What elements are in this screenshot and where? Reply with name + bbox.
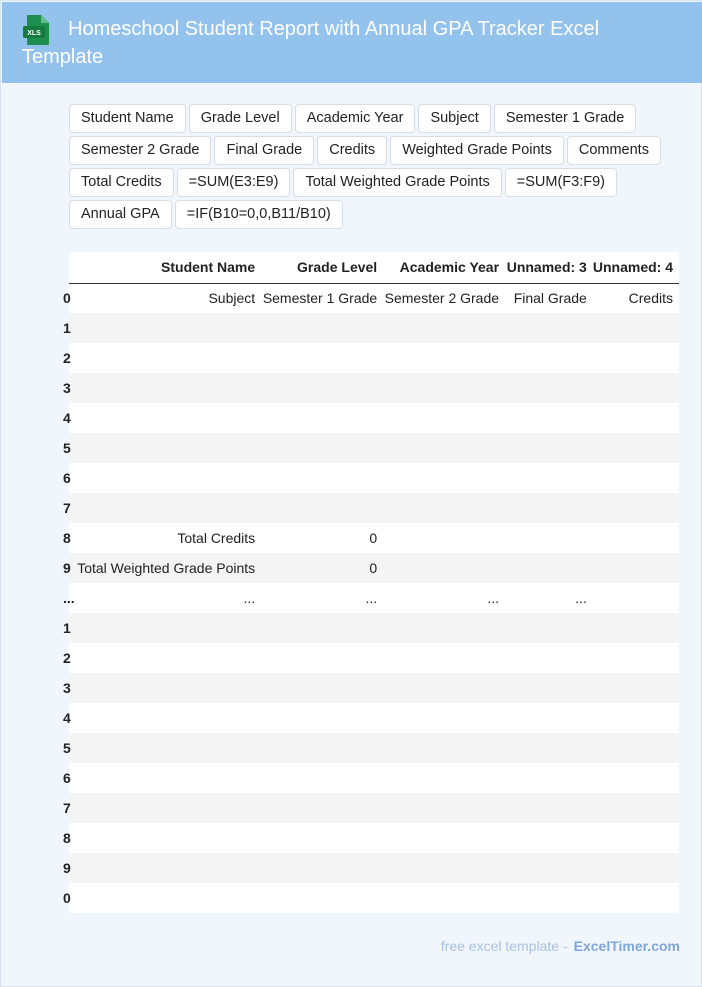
table-cell	[75, 433, 261, 463]
table-cell: Total Weighted Grade Points	[75, 553, 261, 583]
table-body	[63, 283, 679, 913]
table-cell	[593, 733, 679, 763]
table-cell	[383, 883, 505, 913]
table-cell	[383, 553, 505, 583]
table-cell	[383, 733, 505, 763]
column-header: Unnamed: 3	[505, 252, 593, 283]
table-cell	[593, 343, 679, 373]
table-cell	[505, 523, 593, 553]
column-header: Academic Year	[383, 252, 505, 283]
table-cell	[261, 733, 383, 763]
row-index-label: 8	[63, 830, 71, 846]
table-cell	[261, 823, 383, 853]
table-row	[69, 763, 679, 793]
table-cell	[383, 313, 505, 343]
table-cell	[593, 433, 679, 463]
data-table	[63, 252, 679, 913]
keyword-tag[interactable]: Total Weighted Grade Points	[293, 168, 501, 197]
table-cell	[593, 613, 679, 643]
table-cell	[505, 373, 593, 403]
keyword-tag-list	[69, 104, 669, 229]
table-cell	[593, 763, 679, 793]
row-index-label: 5	[63, 440, 71, 456]
table-cell	[261, 853, 383, 883]
table-row	[69, 673, 679, 703]
table-cell	[593, 883, 679, 913]
table-cell: Semester 1 Grade	[261, 283, 383, 313]
row-index-label: 6	[63, 470, 71, 486]
table-cell	[505, 403, 593, 433]
keyword-tag[interactable]: Final Grade	[214, 136, 314, 165]
table-row	[69, 613, 679, 643]
table-cell	[593, 493, 679, 523]
row-index-label: 3	[63, 380, 71, 396]
keyword-tag[interactable]: =SUM(E3:E9)	[177, 168, 291, 197]
table-cell	[383, 793, 505, 823]
keyword-tag[interactable]: Weighted Grade Points	[390, 136, 564, 165]
table-cell	[593, 583, 679, 613]
table-cell	[383, 673, 505, 703]
keyword-tag[interactable]: Semester 1 Grade	[494, 104, 636, 133]
column-header: Unnamed: 4	[593, 252, 679, 283]
table-cell	[261, 613, 383, 643]
table-cell	[593, 523, 679, 553]
keyword-tag[interactable]: Academic Year	[295, 104, 416, 133]
table-cell: 0	[261, 553, 383, 583]
column-header: Student Name	[75, 252, 261, 283]
table-cell: ...	[505, 583, 593, 613]
table-cell	[75, 343, 261, 373]
row-index-label: 9	[63, 560, 71, 576]
keyword-tag[interactable]: Semester 2 Grade	[69, 136, 211, 165]
keyword-tag[interactable]: Comments	[567, 136, 661, 165]
row-index-label: ...	[63, 590, 75, 606]
table-cell	[383, 823, 505, 853]
table-cell	[383, 433, 505, 463]
row-index-label: 2	[63, 650, 71, 666]
table-cell	[505, 613, 593, 643]
table-cell: Subject	[75, 283, 261, 313]
table-cell	[593, 373, 679, 403]
table-cell	[593, 553, 679, 583]
footer-text: free excel template -	[440, 938, 568, 954]
column-header: Grade Level	[261, 252, 383, 283]
table-cell	[261, 673, 383, 703]
table-cell	[505, 343, 593, 373]
table-cell	[75, 493, 261, 523]
table-row	[69, 553, 679, 583]
table-row	[69, 523, 679, 553]
table-cell	[505, 823, 593, 853]
table-cell	[383, 523, 505, 553]
table-cell	[261, 763, 383, 793]
table-cell	[593, 823, 679, 853]
table-row	[69, 793, 679, 823]
table-cell	[505, 673, 593, 703]
table-cell	[75, 463, 261, 493]
keyword-tag[interactable]: Annual GPA	[69, 200, 172, 229]
xls-icon-label: XLS	[27, 30, 41, 37]
table-cell: ...	[75, 583, 261, 613]
table-cell	[383, 703, 505, 733]
row-index-label: 7	[63, 500, 71, 516]
table-cell	[261, 493, 383, 523]
table-cell	[505, 793, 593, 823]
table-cell	[261, 403, 383, 433]
table-cell	[505, 433, 593, 463]
table-row	[69, 433, 679, 463]
table-cell: Semester 2 Grade	[383, 283, 505, 313]
table-row	[69, 343, 679, 373]
table-cell	[505, 853, 593, 883]
table-cell	[383, 763, 505, 793]
row-index-label: 2	[63, 350, 71, 366]
row-index-label: 4	[63, 410, 71, 426]
table-cell	[383, 613, 505, 643]
table-cell	[75, 613, 261, 643]
table-cell	[505, 643, 593, 673]
table-cell	[75, 853, 261, 883]
keyword-tag[interactable]: =SUM(F3:F9)	[505, 168, 617, 197]
table-cell	[261, 643, 383, 673]
table-cell	[261, 433, 383, 463]
table-cell	[383, 643, 505, 673]
table-cell	[505, 883, 593, 913]
table-cell	[75, 883, 261, 913]
table-row	[69, 283, 679, 313]
table-cell	[505, 703, 593, 733]
table-cell	[383, 493, 505, 523]
table-cell	[75, 763, 261, 793]
row-index-label: 3	[63, 680, 71, 696]
table-cell	[593, 673, 679, 703]
table-cell	[75, 793, 261, 823]
table-cell	[593, 853, 679, 883]
table-cell	[75, 373, 261, 403]
table-row	[69, 373, 679, 403]
row-index-label: 4	[63, 710, 71, 726]
table-cell	[261, 343, 383, 373]
table-cell	[261, 313, 383, 343]
table-cell	[505, 553, 593, 583]
table-cell: 0	[261, 523, 383, 553]
keyword-tag[interactable]: Credits	[317, 136, 387, 165]
row-index-label: 6	[63, 770, 71, 786]
keyword-tag[interactable]: Total Credits	[69, 168, 174, 197]
table-cell: Credits	[593, 283, 679, 313]
table-header-row	[69, 252, 679, 283]
table-cell	[505, 463, 593, 493]
data-table-container[interactable]	[63, 252, 679, 913]
keyword-tag[interactable]: Grade Level	[189, 104, 292, 133]
table-row	[69, 823, 679, 853]
footer-credit	[441, 938, 680, 954]
footer-brand-link[interactable]: ExcelTimer.com	[573, 938, 680, 954]
row-index-label: 8	[63, 530, 71, 546]
table-cell	[261, 373, 383, 403]
table-cell: Final Grade	[505, 283, 593, 313]
table-cell	[383, 343, 505, 373]
table-cell	[75, 643, 261, 673]
table-row	[69, 643, 679, 673]
table-cell: Total Credits	[75, 523, 261, 553]
table-cell	[383, 853, 505, 883]
table-cell	[505, 313, 593, 343]
table-cell	[593, 793, 679, 823]
page-title: Homeschool Student Report with Annual GPA Tracker Excel Template	[22, 18, 600, 68]
row-index-label: 7	[63, 800, 71, 816]
table-cell	[593, 313, 679, 343]
table-cell	[75, 823, 261, 853]
table-cell	[75, 313, 261, 343]
table-cell	[593, 403, 679, 433]
table-cell	[261, 703, 383, 733]
table-cell	[75, 703, 261, 733]
table-cell	[593, 643, 679, 673]
table-cell	[383, 373, 505, 403]
table-cell: ...	[383, 583, 505, 613]
table-cell	[593, 463, 679, 493]
table-row	[69, 403, 679, 433]
table-cell	[261, 463, 383, 493]
keyword-tag[interactable]: =IF(B10=0,0,B11/B10)	[175, 200, 343, 229]
table-cell	[261, 883, 383, 913]
row-index-label: 9	[63, 860, 71, 876]
table-row	[69, 733, 679, 763]
table-cell	[383, 463, 505, 493]
table-row	[69, 583, 679, 613]
table-row	[69, 883, 679, 913]
row-index-label: 5	[63, 740, 71, 756]
row-index-label: 0	[63, 890, 71, 906]
table-cell	[505, 733, 593, 763]
table-row	[69, 463, 679, 493]
row-index-label: 0	[63, 290, 71, 307]
table-cell	[505, 763, 593, 793]
table-cell	[505, 493, 593, 523]
keyword-tag[interactable]: Student Name	[69, 104, 186, 133]
table-cell	[383, 403, 505, 433]
keyword-tag[interactable]: Subject	[418, 104, 490, 133]
table-cell	[261, 793, 383, 823]
table-cell	[593, 703, 679, 733]
table-cell	[75, 403, 261, 433]
table-cell: ...	[261, 583, 383, 613]
table-cell	[75, 673, 261, 703]
table-cell	[75, 733, 261, 763]
table-row	[69, 313, 679, 343]
table-row	[69, 853, 679, 883]
row-index-label: 1	[63, 620, 71, 636]
table-row	[69, 703, 679, 733]
row-index-label: 1	[63, 320, 71, 336]
table-row	[69, 493, 679, 523]
